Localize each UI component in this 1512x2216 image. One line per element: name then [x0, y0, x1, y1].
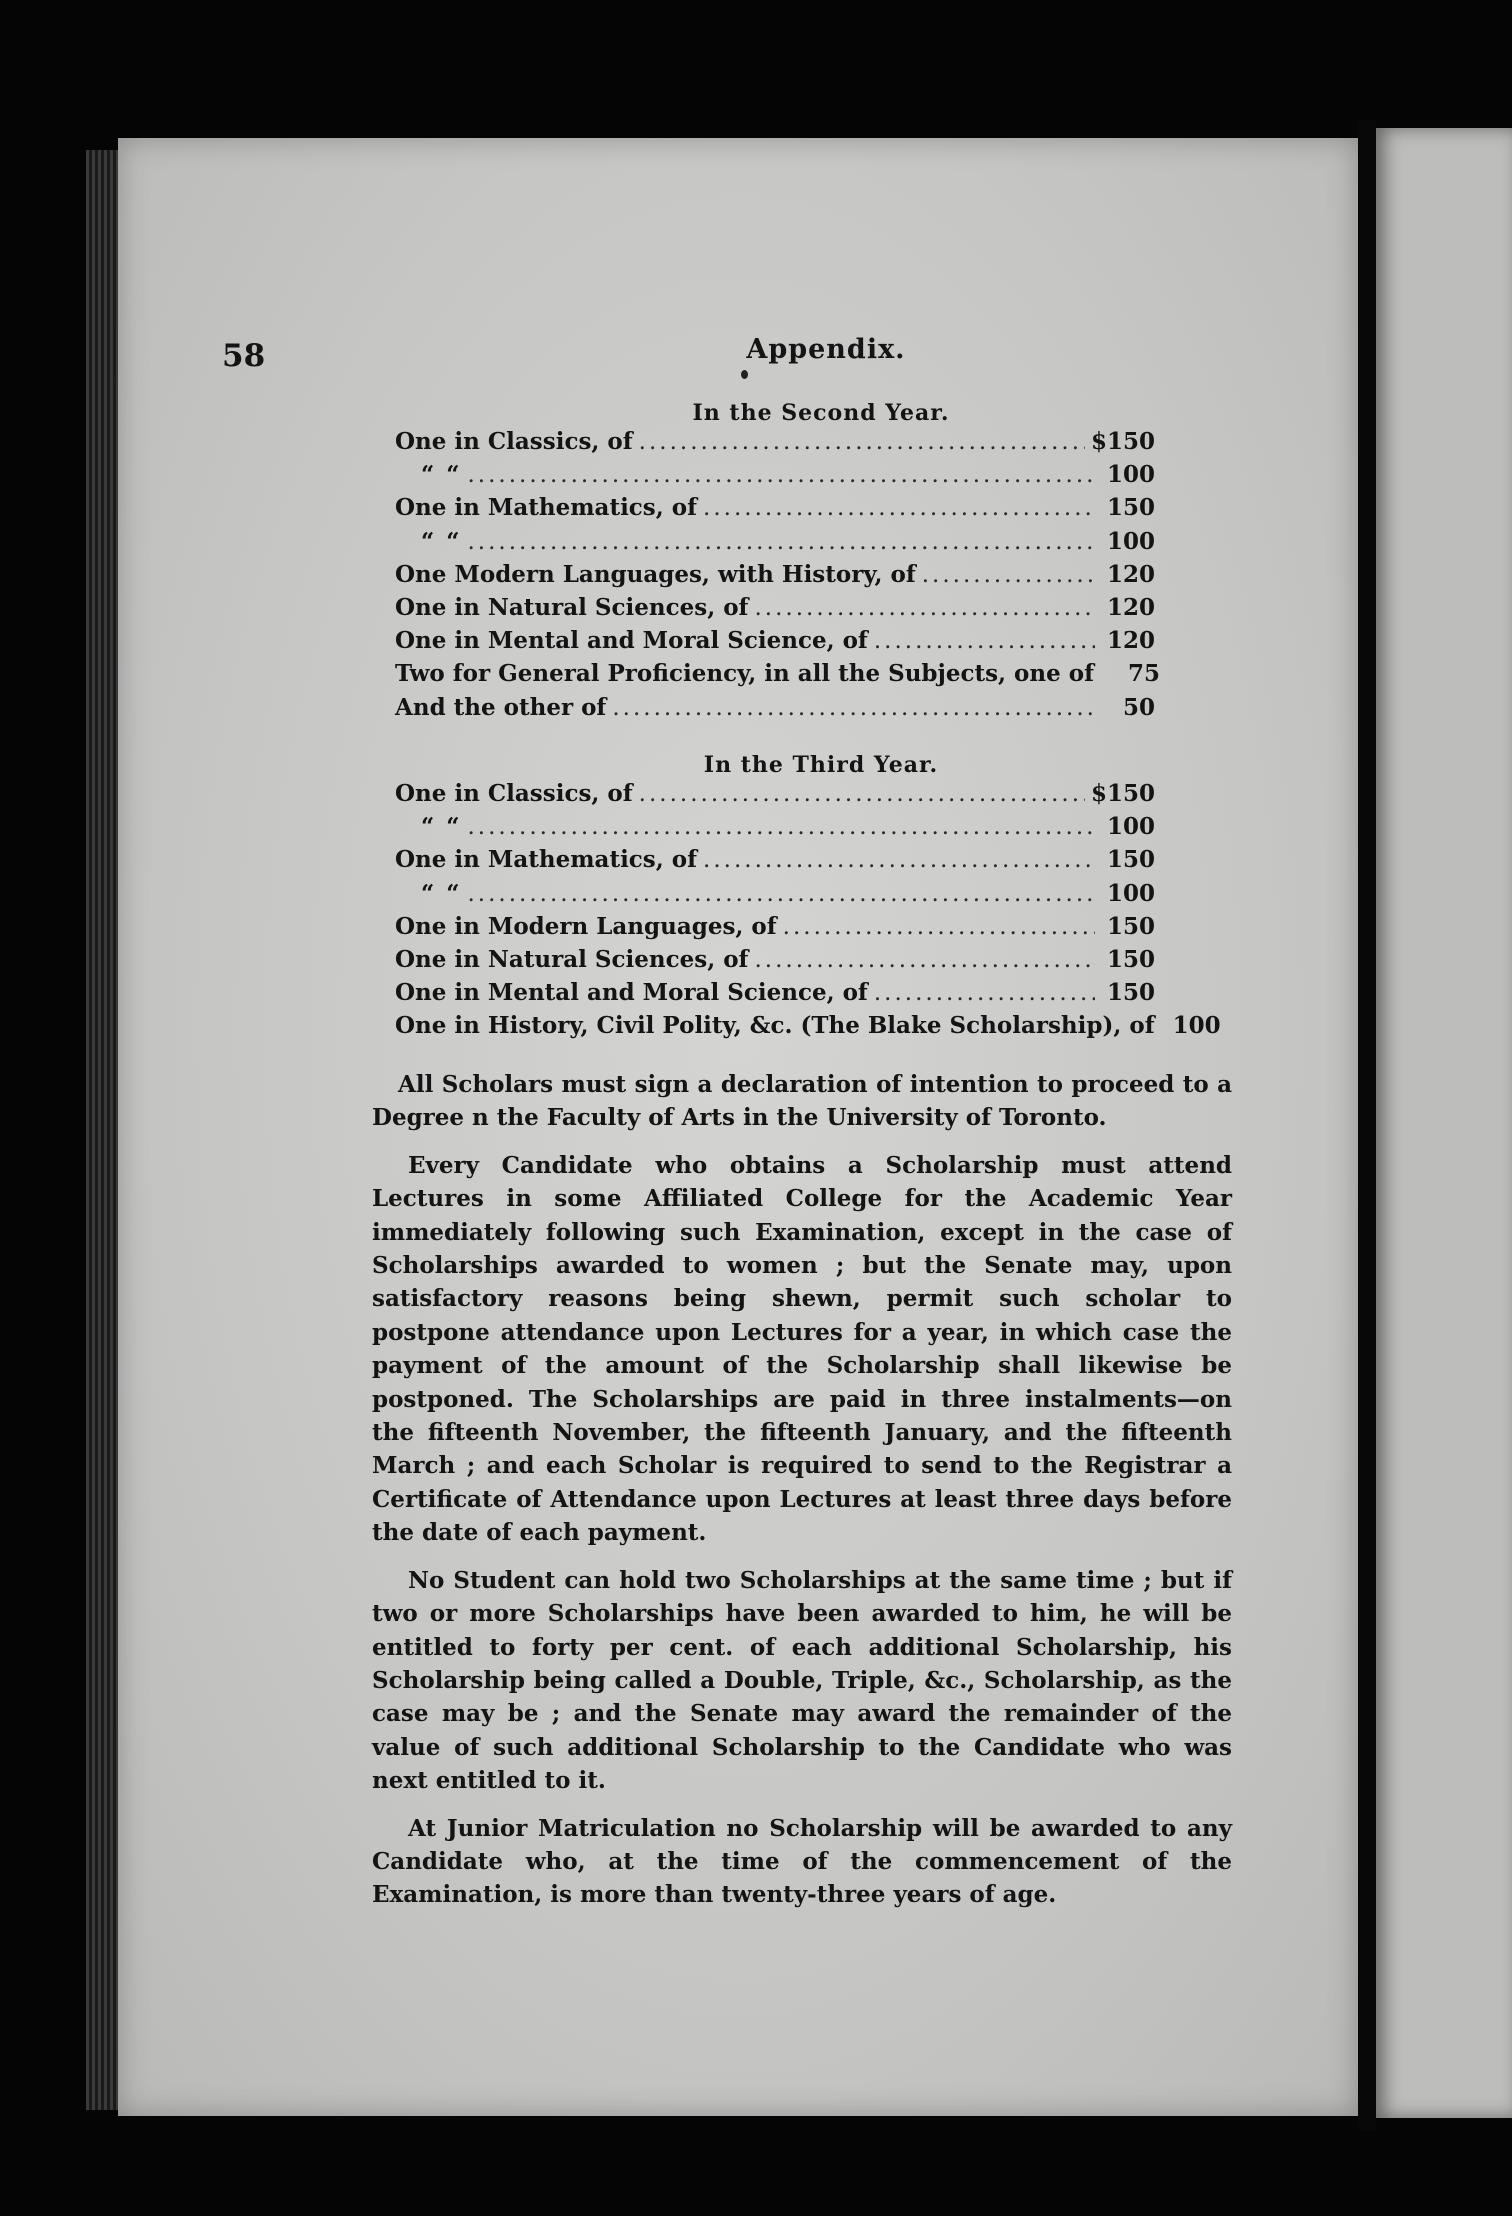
entry-label: One Modern Languages, with History, of [395, 560, 916, 588]
leader-dots [467, 529, 1095, 555]
scholarship-entry [395, 880, 1155, 913]
paragraph: At Junior Matriculation no Scholarship will be awarded to any Candidate who, at the time of the commencement of the Examination, is more than twenty-three years of age. [372, 1814, 1232, 1909]
ornament-dot [741, 370, 748, 379]
scholarship-entry [395, 660, 1160, 693]
paragraph: All Scholars must sign a declaration of intention to proceed to a Degree n the Faculty of Arts in the University of Toronto. [372, 1071, 1232, 1132]
scholarship-entry [395, 461, 1155, 494]
entry-label: And the other of [395, 693, 607, 721]
entry-amount: 100 [1106, 527, 1155, 555]
entry-amount: 150 [1106, 979, 1155, 1007]
entry-label: One in Modern Languages, of [395, 912, 777, 940]
scholarship-entry [395, 979, 1155, 1012]
entry-amount: 100 [1106, 879, 1155, 907]
entry-amount: 50 [1122, 693, 1155, 721]
entry-label: “ “ [421, 527, 462, 555]
entry-label: One in Mathematics, of [395, 846, 698, 874]
paragraph: Every Candidate who obtains a Scholarship must attend Lectures in some Affiliated College for the Academic Year immediately following such Examination, except in the case of Scholarships awarded to women ; but the Senate may, upon satisfactory reasons being shewn, permit such scholar to postpone attendance upon Lectures for a year, in which case the payment of the amount of the Scholarship shall likewise be postponed. The Scholarships are paid in three instalments—on the fifteenth November, the fifteenth January, and the fifteenth March ; and each Scholar is required to send to the Registrar a Certificate of Attendance upon Lectures at least three days before the date of each payment. [372, 1151, 1232, 1547]
leader-dots [639, 429, 1085, 455]
entry-amount: 120 [1106, 560, 1155, 588]
third-year-heading: In the Third Year. [703, 752, 939, 778]
scholarship-entry [395, 561, 1155, 594]
entry-label: “ “ [421, 879, 462, 907]
entry-label: One in Mathematics, of [395, 494, 698, 522]
scholarship-entry [395, 1012, 1221, 1045]
entry-amount: 120 [1106, 627, 1155, 655]
leader-dots [703, 847, 1095, 873]
scholarship-entry [395, 780, 1155, 813]
leader-dots [783, 914, 1095, 940]
entry-amount: 100 [1106, 461, 1155, 489]
leader-dots [922, 562, 1095, 588]
entry-label: One in Classics, of [395, 780, 633, 807]
leader-dots [874, 628, 1095, 654]
entry-label: One in Natural Sciences, of [395, 593, 749, 621]
entry-label: One in Natural Sciences, of [395, 945, 749, 973]
third-year-list [395, 780, 1221, 1046]
second-year-heading: In the Second Year. [692, 400, 950, 426]
scholarship-entry [395, 813, 1155, 846]
leader-dots [874, 980, 1095, 1006]
leader-dots [467, 462, 1095, 488]
entry-amount: 100 [1106, 813, 1155, 841]
scholarship-entry [395, 946, 1155, 979]
leader-dots [754, 947, 1095, 973]
scholarship-entry [395, 913, 1155, 946]
scholarship-entry [395, 694, 1155, 727]
entry-label: “ “ [421, 461, 462, 489]
entry-amount: 150 [1106, 945, 1155, 973]
leader-dots [467, 814, 1095, 840]
leader-dots [754, 595, 1095, 621]
entry-label: “ “ [421, 813, 462, 841]
entry-amount: 100 [1172, 1012, 1221, 1040]
entry-label: One in Mental and Moral Science, of [395, 979, 868, 1007]
scholarship-entry [395, 528, 1155, 561]
scholarship-entry [395, 627, 1155, 660]
entry-amount: $150 [1090, 428, 1155, 455]
page-title: Appendix. [746, 334, 906, 365]
entry-amount: $150 [1090, 780, 1155, 807]
leader-dots [703, 495, 1095, 521]
entry-amount: 150 [1106, 846, 1155, 874]
leader-dots [639, 781, 1085, 807]
entry-amount: 150 [1106, 494, 1155, 522]
second-year-list [395, 428, 1160, 727]
leader-dots [467, 881, 1095, 907]
body-text [372, 1068, 1232, 1926]
paragraph: No Student can hold two Scholarships at the same time ; but if two or more Scholarships have been awarded to him, he will be entitled to forty per cent. of each additional Scholarship, his Scholarship being called a Double, Triple, &c., Scholarship, as the case may be ; and the Senate may award the remainder of the value of such additional Scholarship to the Candidate who was next entitled to it. [372, 1566, 1232, 1795]
scholarship-entry [395, 428, 1155, 461]
entry-amount: 75 [1127, 660, 1160, 688]
scholarship-entry [395, 846, 1155, 879]
entry-label: Two for General Proficiency, in all the Subjects, one of [395, 660, 1094, 688]
entry-label: One in Classics, of [395, 428, 633, 455]
scholarship-entry [395, 594, 1155, 627]
leader-dots [612, 695, 1095, 721]
entry-label: One in Mental and Moral Science, of [395, 627, 868, 655]
entry-amount: 120 [1106, 593, 1155, 621]
scholarship-entry [395, 494, 1155, 527]
entry-label: One in History, Civil Polity, &c. (The Blake Scholarship), of [395, 1012, 1155, 1040]
entry-amount: 150 [1106, 912, 1155, 940]
page-number: 58 [222, 338, 266, 374]
